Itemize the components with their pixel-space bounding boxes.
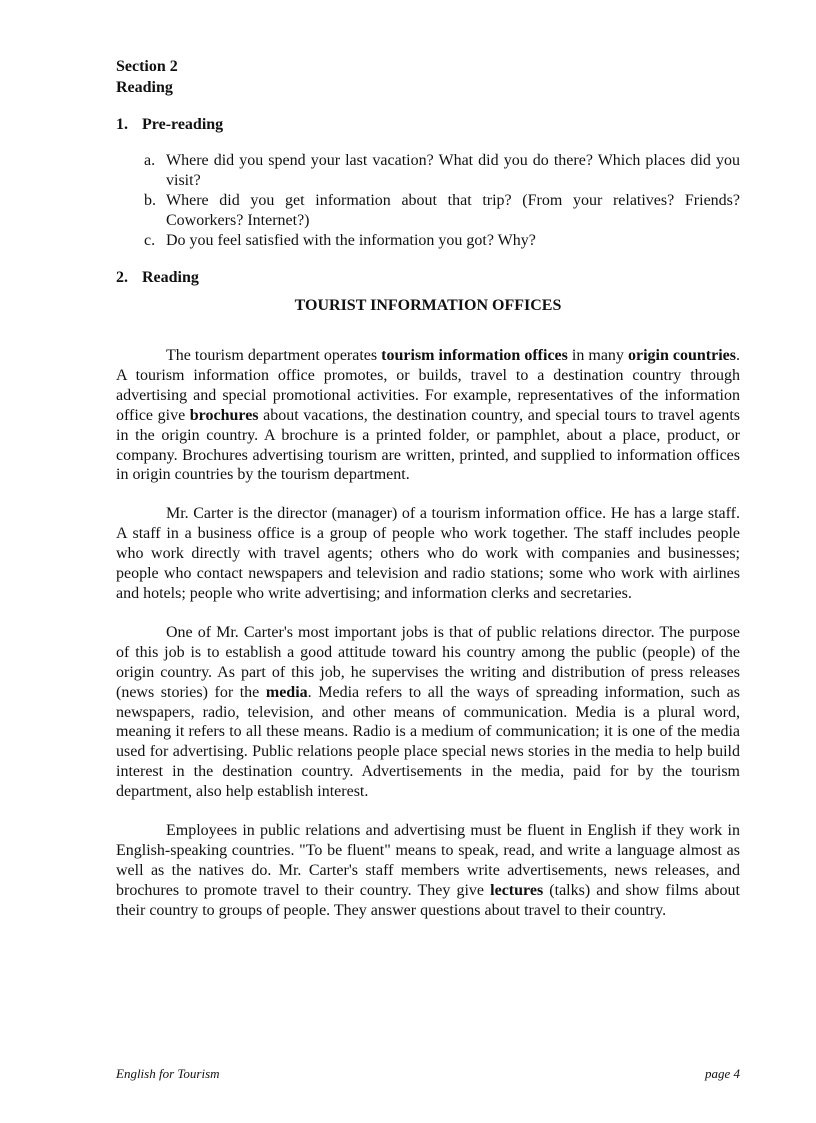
paragraph-3 [116, 623, 740, 802]
paragraph-4 [116, 821, 740, 921]
reading-heading [116, 267, 740, 288]
question-letter: c. [144, 232, 156, 249]
question-text: Where did you spend your last vacation? What did you do there? Which places did you visit? [166, 152, 740, 189]
paragraph-text: The tourism department operates [166, 347, 382, 364]
section-label: Section 2 [116, 58, 178, 75]
article-title: TOURIST INFORMATION OFFICES [294, 297, 562, 314]
question-item [144, 191, 740, 231]
paragraph-text: Employees in public relations and advertising must be fluent in English if they work in English-speaking countries. "To be fluent" means to speak, read, and write a language almost as well as the natives do. Mr. Carter's staff members write advertisements, news releases, and brochures to promote travel to their country. They give [116, 822, 740, 899]
question-letter: b. [144, 192, 156, 209]
question-text: Do you feel satisfied with the information you got? Why? [166, 232, 536, 249]
pre-reading-questions [116, 151, 740, 251]
bold-term: origin countries [627, 347, 736, 364]
bold-term: tourism information offices [381, 347, 568, 364]
pre-reading-number: 1. [116, 116, 128, 133]
paragraph-text: about vacations, the destination country, and special tours to travel agents in the origin country. A brochure is a printed folder, or pamphlet, about a place, product, or company. Brochures advertising tourism are written, printed, and supplied to information offices in origin countries by the tourism department. [116, 406, 741, 484]
reading-title: Reading [142, 269, 199, 286]
paragraph-text: One of Mr. Carter's most important jobs is that of public relations director. The purpose of this job is to establish a good attitude toward his country among the public (people) of the origin country. As part of this job, he supervises the writing and distribution of press releases (news stories) for the [116, 623, 740, 701]
reading-number: 2. [116, 269, 128, 286]
page-footer [116, 1066, 740, 1082]
bold-term: media [265, 683, 308, 701]
question-item [144, 231, 740, 251]
bold-term: lectures [490, 881, 544, 899]
bold-term: brochures [189, 406, 259, 424]
page-content [116, 56, 740, 921]
paragraph-1 [116, 346, 740, 485]
paragraph-text: (talks) and show films about their country to groups of people. They answer questions about travel to their country. [116, 881, 740, 919]
pre-reading-heading [116, 114, 740, 135]
question-item [144, 151, 740, 191]
question-letter: a. [144, 152, 156, 169]
paragraph-text: in many [567, 347, 628, 364]
paragraph-2: Mr. Carter is the director (manager) of a tourism information office. He has a large staff. A staff in a business office is a group of people who work together. The staff includes people who work directly with travel agents; others who do work with companies and businesses; people who contact newspapers and television and radio stations; some who work with airlines and hotels; people who write advertising; and information clerks and secretaries. [116, 505, 740, 602]
pre-reading-title: Pre-reading [142, 116, 224, 133]
paragraph-text: . A tourism information office promotes, or builds, travel to a destination country through advertising and special promotional activities. For example, representatives of the information office give [116, 347, 740, 424]
paragraph-text: . Media refers to all the ways of spreading information, such as newspapers, radio, television, and other means of communication. Media is a plural word, meaning it refers to all these means. Radio is a medium of communication; it is one of the media used for advertising. Public relations people place special news stories in the media to help build interest in the destination country. Advertisements in the media, paid for by the tourism department, also help establish interest. [116, 683, 741, 801]
section-name: Reading [116, 79, 173, 96]
footer-book-title: English for Tourism [116, 1066, 220, 1081]
footer-page-number: page 4 [704, 1066, 740, 1081]
question-text: Where did you get information about that trip? (From your relatives? Friends? Coworkers? Internet?) [166, 192, 740, 229]
